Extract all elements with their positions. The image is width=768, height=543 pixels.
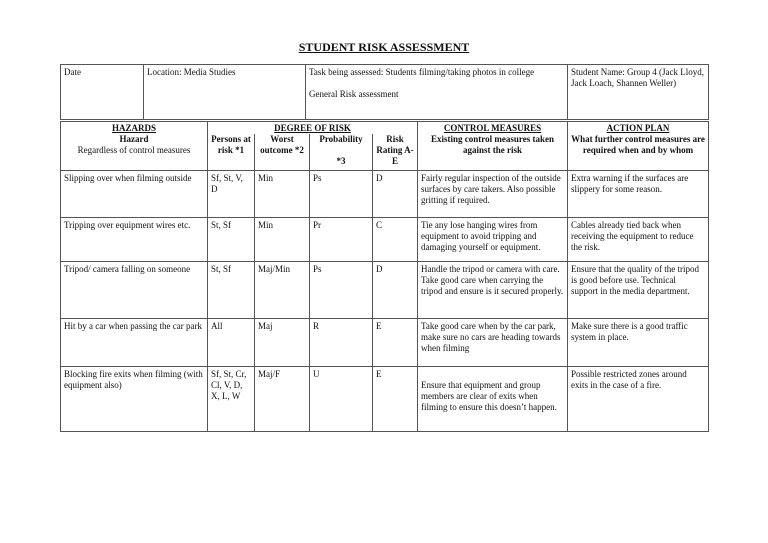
control-cell: Fairly regular inspection of the outside surfaces by care takers. Also possible gritting if required.	[418, 171, 568, 218]
general-assessment-label: General Risk assessment	[309, 89, 399, 99]
action-cell: Extra warning if the surfaces are slippery for some reason.	[568, 171, 709, 218]
persons-cell: St, Sf	[208, 262, 255, 319]
persons-column-header: Persons at risk *1	[208, 134, 255, 171]
action-plan-header: ACTION PLAN	[568, 122, 709, 135]
hazard-cell: Slipping over when filming outside	[61, 171, 208, 218]
risk-table	[60, 121, 709, 432]
table-row	[61, 262, 709, 319]
probability-cell: Pr	[310, 218, 373, 262]
header-info-table	[60, 64, 709, 120]
probability-cell: U	[310, 367, 373, 432]
task-label: Task being assessed: Students filming/taking photos in college	[309, 67, 535, 77]
persons-cell: Sf, St, V, D	[208, 171, 255, 218]
rating-cell: E	[373, 319, 418, 367]
action-cell: Possible restricted zones around exits in the case of a fire.	[568, 367, 709, 432]
page-title: STUDENT RISK ASSESSMENT	[298, 40, 470, 54]
probability-cell: R	[310, 319, 373, 367]
persons-cell: St, Sf	[208, 218, 255, 262]
date-cell	[61, 65, 144, 120]
control-measures-header: CONTROL MEASURES	[418, 122, 568, 135]
student-name-label: Student Name: Group 4 (Jack Lloyd, Jack Loach, Shannen Weller)	[571, 67, 704, 88]
table-row	[61, 171, 709, 218]
table-row	[61, 218, 709, 262]
worst-column-header: Worst outcome *2	[255, 134, 310, 171]
control-cell: Handle the tripod or camera with care. Take good care when carrying the tripod and ensure is it secured properly.	[418, 262, 568, 319]
table-row	[61, 319, 709, 367]
rating-cell: E	[373, 367, 418, 432]
persons-cell: All	[208, 319, 255, 367]
table-row	[61, 367, 709, 432]
hazard-cell: Blocking fire exits when filming (with equipment also)	[61, 367, 208, 432]
student-name-cell	[568, 65, 709, 120]
existing-control-column-header: Existing control measures taken against the risk	[418, 134, 568, 171]
date-label: Date	[64, 67, 81, 77]
hazard-label: Hazard	[119, 134, 149, 144]
header-row-columns	[61, 134, 709, 171]
persons-cell: Sf, St, Cr, Cl, V, D, X, L, W	[208, 367, 255, 432]
hazard-cell: Hit by a car when passing the car park	[61, 319, 208, 367]
action-cell: Make sure there is a good traffic system in place.	[568, 319, 709, 367]
rating-cell: D	[373, 262, 418, 319]
rating-column-header: Risk Rating A-E	[373, 134, 418, 171]
degree-of-risk-header: DEGREE OF RISK	[208, 122, 418, 135]
hazard-cell: Tripod/ camera falling on someone	[61, 262, 208, 319]
location-cell	[144, 65, 306, 120]
task-cell	[306, 65, 568, 120]
probability-note: *3	[336, 156, 346, 166]
hazard-cell: Tripping over equipment wires etc.	[61, 218, 208, 262]
worst-cell: Min	[255, 218, 310, 262]
probability-cell: Ps	[310, 171, 373, 218]
worst-cell: Maj/Min	[255, 262, 310, 319]
probability-label: Probability	[319, 134, 363, 144]
worst-cell: Maj	[255, 319, 310, 367]
probability-column-header	[310, 134, 373, 171]
control-cell	[418, 367, 568, 432]
rating-cell: C	[373, 218, 418, 262]
worst-cell: Min	[255, 171, 310, 218]
rating-cell: D	[373, 171, 418, 218]
control-cell: Tie any lose hanging wires from equipment to avoid tripping and damaging yourself or equipment.	[418, 218, 568, 262]
header-row-groups	[61, 122, 709, 135]
action-cell: Ensure that the quality of the tripod is good before use. Technical support in the media department.	[568, 262, 709, 319]
hazard-sub-label: Regardless of control measures	[77, 145, 191, 155]
worst-cell: Maj/F	[255, 367, 310, 432]
control-text: Ensure that equipment and group members are clear of exits when filming to ensure this doesn’t happen.	[421, 380, 557, 412]
location-label: Location: Media Studies	[147, 67, 236, 77]
probability-cell: Ps	[310, 262, 373, 319]
hazards-header: HAZARDS	[61, 122, 208, 135]
action-cell: Cables already tied back when receiving the equipment to reduce the risk.	[568, 218, 709, 262]
hazard-column-header	[61, 134, 208, 171]
further-control-column-header: What further control measures are required when and by whom	[568, 134, 709, 171]
control-cell: Take good care when by the car park, make sure no cars are heading towards when filming	[418, 319, 568, 367]
